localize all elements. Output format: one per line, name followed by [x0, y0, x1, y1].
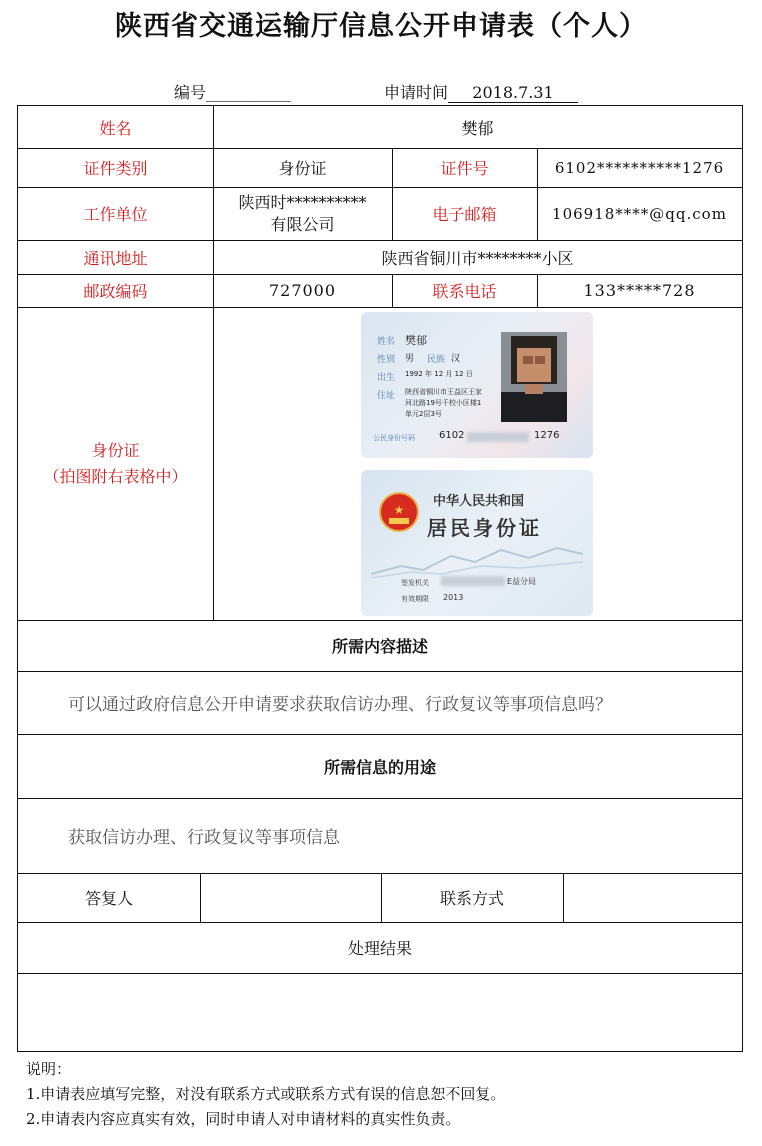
authority-blur — [441, 576, 505, 586]
form-number: 编号____________ — [174, 83, 291, 102]
back-card-name: 居民身份证 — [427, 516, 542, 540]
postcode-value[interactable]: 727000 — [268, 281, 337, 300]
front-idno-end: 1276 — [534, 430, 560, 441]
front-name: 樊郁 — [405, 334, 427, 347]
id-type-value[interactable]: 身份证 — [278, 159, 327, 178]
back-authority-key: 签发机关 — [401, 579, 429, 587]
id-number-label: 证件号 — [440, 159, 489, 178]
idcard-label-line-2: （拍图附右表格中） — [43, 466, 188, 486]
front-addr-key: 住址 — [377, 391, 396, 401]
contact-label: 联系方式 — [439, 889, 504, 908]
responder-label: 答复人 — [84, 889, 133, 908]
front-idno-key: 公民身份号码 — [373, 434, 415, 442]
back-valid: 2013 — [443, 593, 464, 602]
result-label: 处理结果 — [347, 939, 412, 958]
application-date: 申请时间 2018.7.31 — [384, 80, 578, 103]
work-unit-line-1: 陕西时********** — [238, 192, 367, 212]
front-birth-key: 出生 — [377, 373, 396, 383]
phone-label: 联系电话 — [432, 282, 497, 301]
front-address: 陕西省铜川市王益区王家 河北路19号千校小区楼1 单元2层3号 — [405, 388, 482, 418]
idcard-label-line-1: 身份证 — [91, 440, 140, 460]
form-title: 陕西省交通运输厅信息公开申请表（个人） — [115, 11, 647, 42]
work-unit-line-2: 有限公司 — [270, 214, 335, 234]
purpose-text[interactable]: 获取信访办理、行政复议等事项信息 — [68, 828, 340, 848]
description-text[interactable]: 可以通过政府信息公开申请要求获取信访办理、行政复议等事项信息吗？ — [68, 695, 612, 715]
notes-line-2: 2.申请表内容应真实有效，同时申请人对申请材料的真实性负责。 — [26, 1110, 461, 1128]
email-label: 电子邮箱 — [432, 205, 497, 224]
great-wall-pattern — [371, 540, 583, 578]
purpose-header: 所需信息的用途 — [323, 757, 436, 777]
responder-value[interactable] — [200, 873, 381, 922]
postcode-label: 邮政编码 — [83, 282, 148, 301]
description-header: 所需内容描述 — [331, 637, 428, 656]
id-number-value[interactable]: 6102**********1276 — [554, 158, 725, 177]
application-table — [17, 105, 743, 1052]
idcard-front-photo — [361, 312, 593, 458]
front-idno-start: 6102 — [439, 430, 465, 441]
contact-value[interactable] — [563, 873, 742, 922]
front-sex: 男 — [405, 354, 415, 364]
work-unit-label: 工作单位 — [83, 205, 148, 224]
front-nation: 汉 — [451, 354, 461, 364]
national-emblem-icon: ★ — [379, 492, 419, 532]
result-value[interactable] — [18, 973, 742, 1051]
name-value[interactable]: 樊郁 — [461, 118, 494, 138]
application-date-value[interactable]: 2018.7.31 — [448, 83, 578, 103]
front-nation-key: 民族 — [427, 355, 446, 365]
form-number-value[interactable]: ____________ — [206, 83, 291, 102]
idcard-label — [18, 307, 213, 620]
back-authority: E益分局 — [507, 577, 537, 586]
front-birth: 1992 年 12 月 12 日 — [405, 370, 473, 378]
idcard-back-photo — [361, 470, 593, 616]
back-country: 中华人民共和国 — [433, 494, 525, 509]
address-value[interactable]: 陕西省铜川市********小区 — [381, 248, 574, 268]
notes-heading: 说明： — [26, 1060, 72, 1078]
name-label: 姓名 — [99, 118, 132, 138]
work-unit-value[interactable] — [213, 187, 392, 240]
front-name-key: 姓名 — [377, 337, 396, 347]
id-type-label: 证件类别 — [83, 159, 148, 178]
notes — [26, 1057, 505, 1132]
back-valid-key: 有效期限 — [401, 595, 429, 603]
email-value[interactable]: 106918****@qq.com — [552, 204, 727, 223]
portrait-photo — [501, 332, 567, 422]
notes-line-1: 1.申请表应填写完整，对没有联系方式或联系方式有误的信息恕不回复。 — [26, 1085, 506, 1103]
address-label: 通讯地址 — [83, 248, 148, 268]
idno-blur — [467, 432, 529, 442]
phone-value[interactable]: 133*****728 — [583, 281, 696, 300]
front-sex-key: 性别 — [377, 355, 396, 365]
